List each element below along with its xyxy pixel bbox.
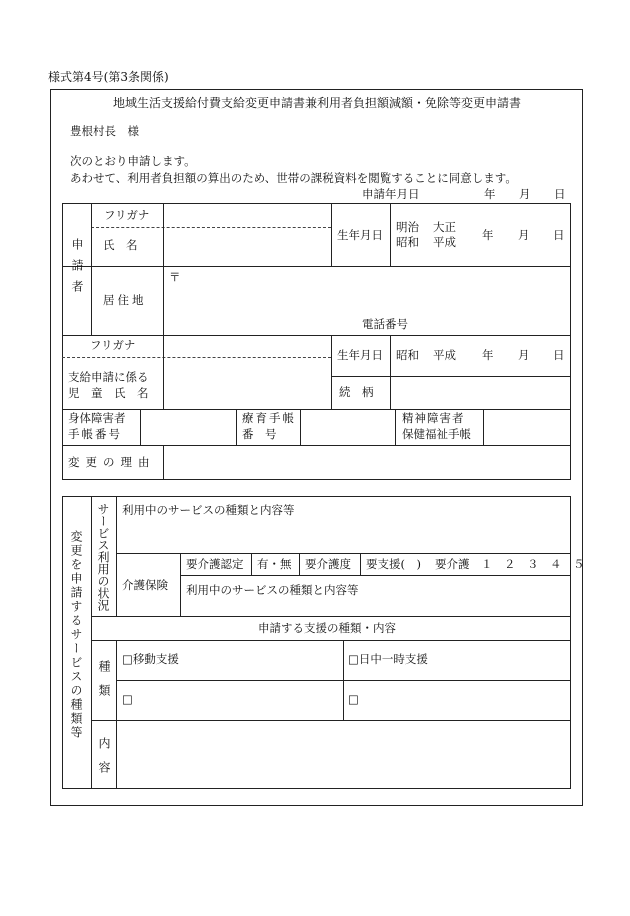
support-level: 要支援( ) [366,557,421,571]
era-meiji: 明治 [396,220,419,234]
yes-no-option: 有・無 [257,557,292,571]
application-date-label: 申請年月日 [362,187,420,201]
applicant-section-label: 申請者 [70,238,84,301]
care-insurance-label: 介護保険 [122,578,168,592]
type-label: 種類 [97,660,111,708]
phone-label: 電話番号 [362,317,408,331]
child-era-showa: 昭和 [396,348,419,362]
child-birth-year: 年 [482,348,494,362]
child-name-label-1: 支給申請に係る [68,370,149,384]
form-number: 様式第4号(第3条関係) [48,70,169,84]
care-current-service-label: 利用中のサービスの種類と内容等 [186,583,359,597]
option-mobility: □移動支援 [122,652,179,666]
addressee: 豊根村長 様 [70,124,139,138]
applicant-birth-day: 日 [553,228,565,242]
intro-line-2: あわせて、利用者負担額の算出のため、世帯の課税資料を閲覧することに同意します。 [70,171,517,185]
applicant-birth-year: 年 [482,228,494,242]
child-birthdate-label: 生年月日 [337,348,383,362]
option-blank-1: □ [122,692,133,706]
care-level-label: 要介護度 [305,557,351,571]
child-birth-month: 月 [518,348,530,362]
era-taisho: 大正 [433,220,456,234]
care-levels: 要介護 １ ２ ３ ４ ５ [435,557,585,571]
mental-cert-label-1: 精神障害者 [402,411,465,425]
applicant-birth-month: 月 [518,228,530,242]
option-blank-2: □ [348,692,359,706]
applicant-table [62,203,571,480]
child-furigana-label: フリガナ [90,338,136,352]
child-name-label-2: 児 童 氏 名 [68,386,149,400]
usage-label: サービス利用の状況 [96,503,110,611]
relation-label: 続 柄 [339,385,374,399]
physical-cert-label-2: 手帳番号 [68,427,122,441]
address-label: 居住地 [103,293,147,307]
services-table [62,496,571,789]
applicant-birthdate-label: 生年月日 [337,228,383,242]
application-month-label: 月 [519,187,531,201]
intro-line-1: 次のとおり申請します。 [70,154,196,168]
application-year-label: 年 [484,187,496,201]
physical-cert-label-1: 身体障害者 [68,411,126,425]
form-title: 地域生活支援給付費支給変更申請書兼利用者負担額減額・免除等変更申請書 [113,96,522,110]
change-reason-label: 変更の理由 [68,455,156,469]
current-service-label: 利用中のサービスの種類と内容等 [122,503,295,517]
rehab-cert-label-2: 番 号 [242,427,277,441]
care-cert-label: 要介護認定 [186,557,244,571]
services-section-label: 変更を申請するサービスの種類等 [69,530,83,740]
applicant-furigana-label: フリガナ [104,208,150,222]
requested-header: 申請する支援の種類・内容 [258,621,396,635]
child-birth-day: 日 [553,348,565,362]
applicant-name-label: 氏 名 [103,238,138,252]
era-showa: 昭和 [396,235,419,249]
era-heisei: 平成 [433,235,456,249]
rehab-cert-label-1: 療育手帳 [242,411,296,425]
option-daytime: □日中一時支援 [348,652,428,666]
child-era-heisei: 平成 [433,348,456,362]
application-day-label: 日 [554,187,566,201]
content-label: 内容 [97,737,111,785]
postal-mark: 〒 [169,270,181,284]
mental-cert-label-2: 保健福祉手帳 [402,427,471,441]
